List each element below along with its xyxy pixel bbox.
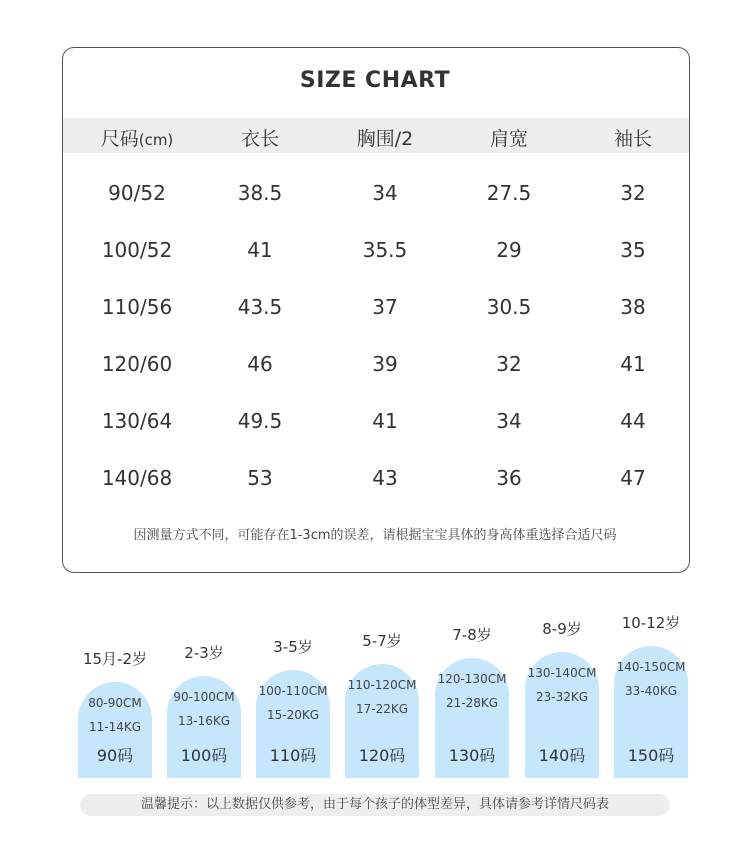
table-cell: 41	[620, 352, 646, 376]
size-guide-item	[525, 618, 599, 778]
table-cell: 43.5	[237, 295, 283, 319]
table-cell: 47	[620, 466, 646, 490]
weight-range: 33-40KG	[624, 684, 678, 698]
table-cell: 90/52	[108, 181, 166, 205]
height-range: 80-90CM	[88, 696, 142, 710]
table-cell: 36	[496, 466, 522, 490]
size-tube	[614, 646, 688, 778]
header-sleeve: 袖长	[613, 128, 652, 150]
header-length: 衣长	[240, 128, 279, 150]
height-range: 110-120CM	[347, 678, 417, 692]
age-label: 2-3岁	[184, 644, 224, 662]
height-range: 90-100CM	[173, 690, 235, 704]
table-cell: 38	[620, 295, 646, 319]
weight-range: 21-28KG	[445, 696, 499, 710]
table-cell: 29	[496, 238, 522, 262]
size-code: 150码	[627, 746, 675, 765]
weight-range: 17-22KG	[355, 702, 409, 716]
size-guide-item	[256, 636, 330, 778]
size-code: 120码	[358, 746, 406, 765]
table-cell: 41	[247, 238, 273, 262]
weight-range: 15-20KG	[266, 708, 320, 722]
table-cell: 100/52	[101, 238, 173, 262]
table-cell: 110/56	[101, 295, 173, 319]
table-cell: 41	[372, 409, 398, 433]
height-range: 100-110CM	[258, 684, 328, 698]
table-row	[63, 409, 689, 439]
table-cell: 39	[372, 352, 398, 376]
table-row	[63, 238, 689, 268]
weight-range: 23-32KG	[535, 690, 589, 704]
header-chest: 胸围/2	[356, 128, 414, 150]
table-row	[63, 466, 689, 496]
table-cell: 38.5	[237, 181, 283, 205]
chart-title: SIZE CHART	[299, 68, 451, 93]
size-guide-item	[614, 612, 688, 778]
table-cell: 34	[372, 181, 398, 205]
size-tube	[435, 658, 509, 778]
table-cell: 140/68	[101, 466, 173, 490]
table-cell: 35	[620, 238, 646, 262]
size-tube	[167, 676, 241, 778]
age-label: 8-9岁	[542, 620, 582, 638]
age-label: 15月-2岁	[82, 650, 148, 668]
age-label: 5-7岁	[362, 632, 402, 650]
size-tube	[525, 652, 599, 778]
header-shoulder: 肩宽	[489, 128, 528, 150]
header-size: 尺码(cm)	[100, 128, 174, 150]
size-guide-item	[435, 624, 509, 778]
size-guide-item	[345, 630, 419, 778]
measurement-note: 因测量方式不同，可能存在1-3cm的误差，请根据宝宝具体的身高体重选择合适尺码	[133, 528, 617, 543]
tip-banner: 温馨提示：以上数据仅供参考，由于每个孩子的体型差异，具体请参考详情尺码表	[80, 794, 670, 816]
height-range: 120-130CM	[437, 672, 507, 686]
weight-range: 11-14KG	[88, 720, 142, 734]
age-label: 10-12岁	[621, 614, 681, 632]
table-cell: 53	[247, 466, 273, 490]
size-tube	[256, 670, 330, 778]
age-label: 3-5岁	[273, 638, 313, 656]
size-code: 110码	[269, 746, 317, 765]
height-range: 140-150CM	[616, 660, 686, 674]
table-row	[63, 181, 689, 211]
table-cell: 120/60	[101, 352, 173, 376]
size-code: 140码	[538, 746, 586, 765]
table-row	[63, 352, 689, 382]
table-cell: 32	[496, 352, 522, 376]
size-tube	[345, 664, 419, 778]
table-cell: 44	[620, 409, 646, 433]
size-code: 100码	[180, 746, 228, 765]
table-cell: 27.5	[486, 181, 532, 205]
size-guide-item	[167, 642, 241, 778]
table-header	[63, 118, 689, 153]
table-cell: 30.5	[486, 295, 532, 319]
table-cell: 35.5	[362, 238, 408, 262]
size-code: 90码	[96, 746, 134, 765]
table-cell: 37	[372, 295, 398, 319]
table-cell: 46	[247, 352, 273, 376]
size-guide-item	[78, 648, 152, 778]
table-cell: 34	[496, 409, 522, 433]
table-row	[63, 295, 689, 325]
table-cell: 43	[372, 466, 398, 490]
height-range: 130-140CM	[527, 666, 597, 680]
table-cell: 130/64	[101, 409, 173, 433]
size-code: 130码	[448, 746, 496, 765]
table-cell: 32	[620, 181, 646, 205]
table-cell: 49.5	[237, 409, 283, 433]
weight-range: 13-16KG	[177, 714, 231, 728]
size-tube	[78, 682, 152, 778]
age-label: 7-8岁	[452, 626, 492, 644]
